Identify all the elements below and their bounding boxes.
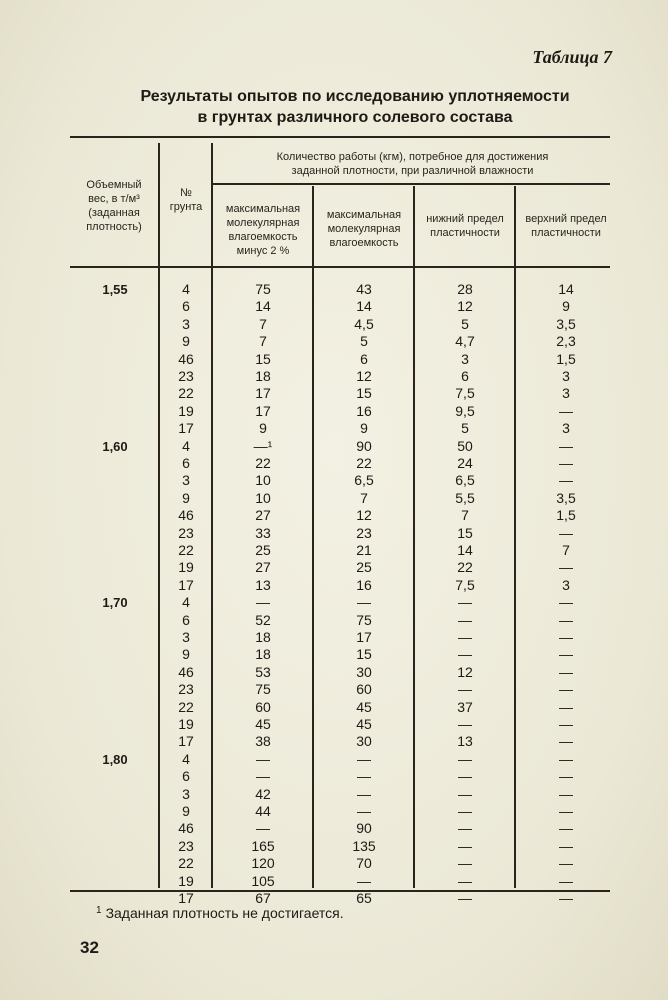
cell-soil-number: 4: [182, 437, 190, 454]
cell-soil-number: 23: [178, 524, 194, 541]
cell-work-v1: 7: [259, 333, 267, 350]
cell-work-v4: 2,3: [556, 333, 576, 350]
cell-work-v1: 42: [255, 785, 271, 802]
cell-soil-number: 22: [178, 855, 194, 872]
cell-soil-number: 17: [178, 890, 194, 906]
cell-soil-number: 4: [182, 594, 190, 611]
cell-work-v3: 7: [461, 507, 469, 524]
header-v4: верхний предел пластичности: [525, 213, 607, 239]
cell-work-v4: —: [559, 524, 573, 541]
cell-soil-number: 6: [182, 455, 190, 471]
table-title: [60, 86, 650, 128]
density-value: 1,60: [102, 438, 128, 454]
cell-soil-number: 9: [182, 489, 190, 506]
cell-work-v2: —: [357, 768, 371, 785]
cell-soil-number: 17: [178, 576, 194, 593]
cell-soil-number: 22: [178, 385, 194, 402]
cell-work-v3: 37: [457, 698, 473, 715]
cell-soil-number: 17: [178, 420, 194, 437]
cell-work-v2: 60: [356, 681, 372, 698]
cell-work-v1: 27: [255, 559, 271, 576]
cell-work-v1: 10: [255, 472, 271, 489]
cell-work-v1: 53: [255, 663, 271, 680]
cell-work-v4: —: [559, 785, 573, 802]
cell-work-v1: 52: [255, 611, 271, 628]
cell-work-v3: —: [458, 611, 472, 628]
cell-work-v4: —: [559, 663, 573, 680]
cell-work-v1: 165: [251, 837, 275, 854]
cell-work-v3: 22: [457, 559, 473, 576]
cell-work-v2: 5: [360, 333, 368, 350]
header-work-amount: Количество работы (кгм), потребное для достижения заданной плотности, при различной влажности: [276, 151, 549, 177]
cell-work-v1: 120: [251, 855, 275, 872]
cell-work-v2: 17: [356, 629, 372, 645]
header-soil-number: № грунта: [169, 187, 203, 213]
cell-work-v3: 12: [457, 298, 473, 315]
cell-soil-number: 22: [178, 542, 194, 558]
cell-work-v1: —: [256, 594, 270, 611]
cell-work-v2: —: [357, 785, 371, 802]
cell-work-v4: —: [559, 716, 573, 732]
cell-work-v4: —: [559, 890, 573, 906]
cell-work-v1: 75: [255, 281, 271, 297]
cell-work-v3: —: [458, 872, 472, 889]
cell-work-v1: 18: [255, 629, 271, 645]
cell-work-v2: 22: [356, 455, 372, 471]
cell-work-v1: 27: [255, 507, 271, 524]
cell-work-v2: 6,5: [354, 472, 374, 489]
cell-work-v4: 3: [562, 576, 570, 593]
table-number: Таблица 7: [532, 47, 612, 67]
title-line-1: Результаты опытов по исследованию уплотняемости: [140, 88, 570, 105]
header-bottom-rule: [70, 266, 610, 268]
cell-soil-number: 22: [178, 698, 194, 715]
cell-work-v1: 75: [255, 681, 271, 698]
cell-work-v2: 75: [356, 611, 372, 628]
header-v3: нижний предел пластичности: [426, 213, 504, 239]
cell-work-v4: —: [559, 803, 573, 819]
cell-work-v2: 45: [356, 716, 372, 732]
cell-work-v2: 12: [356, 507, 372, 524]
cell-work-v3: 14: [457, 542, 473, 558]
density-value: 1,70: [102, 595, 128, 611]
cell-work-v4: 3: [562, 385, 570, 402]
footnote-text: Заданная плотность не достигается.: [105, 905, 344, 921]
cell-soil-number: 46: [178, 350, 194, 367]
cell-work-v2: —: [357, 750, 371, 767]
cell-work-v2: 43: [356, 281, 372, 297]
cell-work-v2: 25: [356, 559, 372, 576]
cell-soil-number: 46: [178, 663, 194, 680]
cell-work-v3: —: [458, 855, 472, 872]
cell-work-v3: 5,5: [455, 489, 475, 506]
cell-soil-number: 23: [178, 681, 194, 698]
cell-work-v3: —: [458, 646, 472, 663]
cell-work-v3: —: [458, 837, 472, 854]
cell-work-v3: 12: [457, 663, 473, 680]
cell-work-v2: 6: [360, 350, 368, 367]
cell-work-v2: —: [357, 872, 371, 889]
cell-work-v4: —: [559, 837, 573, 854]
cell-work-v3: 3: [461, 350, 469, 367]
title-line-2: в грунтах различного солевого состава: [197, 109, 513, 126]
cell-work-v3: —: [458, 681, 472, 698]
cell-work-v3: 28: [457, 281, 473, 297]
cell-work-v4: —: [559, 698, 573, 715]
cell-soil-number: 4: [182, 281, 190, 297]
cell-work-v3: —: [458, 629, 472, 645]
cell-work-v1: 18: [255, 368, 271, 384]
cell-work-v1: —¹: [253, 437, 273, 454]
cell-work-v4: —: [559, 855, 573, 872]
cell-work-v3: —: [458, 820, 472, 837]
cell-work-v2: 15: [356, 385, 372, 402]
cell-work-v3: 24: [457, 455, 473, 471]
cell-work-v3: 7,5: [455, 385, 475, 402]
cell-work-v1: 44: [255, 803, 271, 819]
density-value: 1,55: [102, 282, 128, 297]
header-v2: максимальная молекулярная влагоемкость: [326, 209, 402, 249]
cell-work-v4: —: [559, 455, 573, 471]
cell-work-v3: 9,5: [455, 402, 475, 419]
cell-soil-number: 17: [178, 733, 194, 750]
cell-work-v1: 18: [255, 646, 271, 663]
cell-work-v4: 3,5: [556, 315, 576, 332]
cell-work-v3: 50: [457, 437, 473, 454]
cell-soil-number: 3: [182, 785, 190, 802]
cell-work-v4: —: [559, 750, 573, 767]
cell-soil-number: 46: [178, 507, 194, 524]
footnote-mark: 1: [96, 905, 102, 916]
cell-work-v3: 7,5: [455, 576, 475, 593]
cell-work-v4: —: [559, 472, 573, 489]
cell-work-v3: —: [458, 716, 472, 732]
cell-soil-number: 23: [178, 368, 194, 384]
cell-work-v1: —: [256, 768, 270, 785]
cell-soil-number: 19: [178, 716, 194, 732]
cell-soil-number: 9: [182, 333, 190, 350]
cell-work-v2: 15: [356, 646, 372, 663]
cell-work-v4: —: [559, 611, 573, 628]
cell-work-v3: —: [458, 785, 472, 802]
cell-work-v4: —: [559, 681, 573, 698]
table-top-rule: [70, 136, 610, 138]
cell-work-v2: 65: [356, 890, 372, 906]
cell-work-v1: 25: [255, 542, 271, 558]
cell-work-v2: 45: [356, 698, 372, 715]
cell-work-v4: 3: [562, 368, 570, 384]
page-number: 32: [80, 938, 99, 957]
cell-work-v2: 9: [360, 420, 368, 437]
cell-soil-number: 3: [182, 472, 190, 489]
cell-work-v1: 105: [251, 872, 275, 889]
cell-work-v4: 1,5: [556, 507, 576, 524]
cell-work-v4: 14: [558, 281, 574, 297]
cell-work-v4: —: [559, 437, 573, 454]
cell-work-v2: 90: [356, 820, 372, 837]
cell-work-v4: 7: [562, 542, 570, 558]
cell-work-v4: —: [559, 646, 573, 663]
cell-work-v2: 12: [356, 368, 372, 384]
cell-work-v2: 21: [356, 542, 372, 558]
cell-work-v4: —: [559, 629, 573, 645]
cell-work-v1: 17: [255, 385, 271, 402]
header-v1: максимальная молекулярная влагоемкость минус 2 %: [225, 203, 301, 257]
cell-work-v3: —: [458, 890, 472, 906]
cell-work-v4: 1,5: [556, 350, 576, 367]
cell-work-v3: 5: [461, 315, 469, 332]
cell-soil-number: 19: [178, 559, 194, 576]
cell-soil-number: 3: [182, 629, 190, 645]
cell-work-v1: 33: [255, 524, 271, 541]
cell-work-v1: 14: [255, 298, 271, 315]
cell-work-v1: 13: [255, 576, 271, 593]
cell-work-v1: —: [256, 750, 270, 767]
cell-work-v2: 4,5: [354, 315, 374, 332]
cell-work-v4: —: [559, 768, 573, 785]
cell-soil-number: 6: [182, 298, 190, 315]
cell-work-v4: 3,5: [556, 489, 576, 506]
cell-work-v2: 90: [356, 437, 372, 454]
cell-work-v4: —: [559, 594, 573, 611]
cell-work-v3: —: [458, 750, 472, 767]
subheader-rule: [213, 183, 610, 185]
cell-work-v2: 135: [352, 837, 376, 854]
cell-work-v1: 17: [255, 402, 271, 419]
cell-work-v1: 45: [255, 716, 271, 732]
density-value: 1,80: [102, 751, 128, 767]
cell-work-v2: 23: [356, 524, 372, 541]
cell-work-v3: 4,7: [455, 333, 475, 350]
footnote: [96, 905, 344, 921]
cell-work-v1: 7: [259, 315, 267, 332]
cell-work-v1: 38: [255, 733, 271, 750]
cell-work-v3: 6: [461, 368, 469, 384]
cell-work-v3: 6,5: [455, 472, 475, 489]
cell-work-v2: 70: [356, 855, 372, 872]
cell-soil-number: 46: [178, 820, 194, 837]
cell-work-v2: 30: [356, 663, 372, 680]
cell-work-v2: 14: [356, 298, 372, 315]
cell-work-v3: —: [458, 803, 472, 819]
cell-work-v4: —: [559, 872, 573, 889]
cell-work-v1: 10: [255, 489, 271, 506]
cell-soil-number: 6: [182, 768, 190, 785]
cell-work-v2: 16: [356, 576, 372, 593]
cell-soil-number: 19: [178, 402, 194, 419]
cell-work-v2: 7: [360, 489, 368, 506]
cell-work-v3: —: [458, 594, 472, 611]
cell-work-v3: 15: [457, 524, 473, 541]
cell-work-v2: 30: [356, 733, 372, 750]
cell-work-v4: —: [559, 559, 573, 576]
cell-work-v2: —: [357, 594, 371, 611]
cell-soil-number: 9: [182, 646, 190, 663]
cell-soil-number: 3: [182, 315, 190, 332]
cell-work-v3: 5: [461, 420, 469, 437]
cell-soil-number: 19: [178, 872, 194, 889]
cell-work-v1: 67: [255, 890, 271, 906]
cell-work-v4: —: [559, 820, 573, 837]
cell-soil-number: 9: [182, 803, 190, 819]
cell-work-v2: —: [357, 803, 371, 819]
cell-work-v2: 16: [356, 402, 372, 419]
cell-work-v3: 13: [457, 733, 473, 750]
cell-work-v1: 22: [255, 455, 271, 471]
cell-work-v1: 15: [255, 350, 271, 367]
cell-soil-number: 23: [178, 837, 194, 854]
cell-work-v1: 9: [259, 420, 267, 437]
cell-soil-number: 4: [182, 750, 190, 767]
cell-work-v4: 3: [562, 420, 570, 437]
cell-soil-number: 6: [182, 611, 190, 628]
header-density: Объемный вес, в т/м³ (заданная плотность): [86, 179, 142, 233]
cell-work-v4: —: [559, 733, 573, 750]
cell-work-v3: —: [458, 768, 472, 785]
cell-work-v4: 9: [562, 298, 570, 315]
cell-work-v1: —: [256, 820, 270, 837]
cell-work-v4: —: [559, 402, 573, 419]
cell-work-v1: 60: [255, 698, 271, 715]
